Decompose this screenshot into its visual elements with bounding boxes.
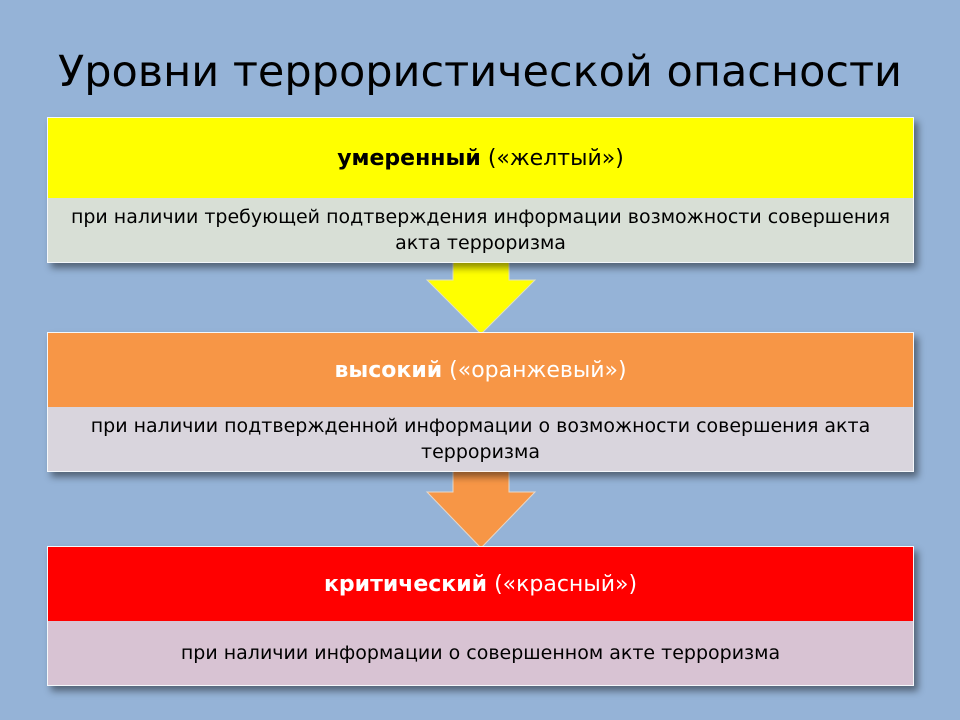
level-moderate-description: при наличии требующей подтверждения информации возможности совершения акта терроризма	[48, 198, 913, 262]
level-critical-description: при наличии информации о совершенном акте терроризма	[48, 621, 913, 685]
level-moderate-name: умеренный	[337, 145, 481, 171]
level-critical-color: («красный»)	[494, 571, 638, 597]
arrow-down-icon-yellow	[425, 258, 537, 338]
level-high-color: («оранжевый»)	[449, 357, 627, 383]
level-high-name: высокий	[334, 357, 443, 383]
level-critical	[47, 546, 914, 686]
level-moderate	[47, 117, 914, 263]
level-high-header	[48, 333, 913, 407]
level-moderate-color: («желтый»)	[487, 145, 624, 171]
level-high-description: при наличии подтвержденной информации о возможности совершения акта терроризма	[48, 407, 913, 471]
level-high	[47, 332, 914, 472]
level-moderate-header	[48, 118, 913, 198]
level-critical-name: критический	[323, 571, 488, 597]
slide-title: Уровни террористической опасности	[57, 47, 903, 97]
level-critical-header	[48, 547, 913, 621]
arrow-down-icon-orange	[425, 470, 537, 552]
